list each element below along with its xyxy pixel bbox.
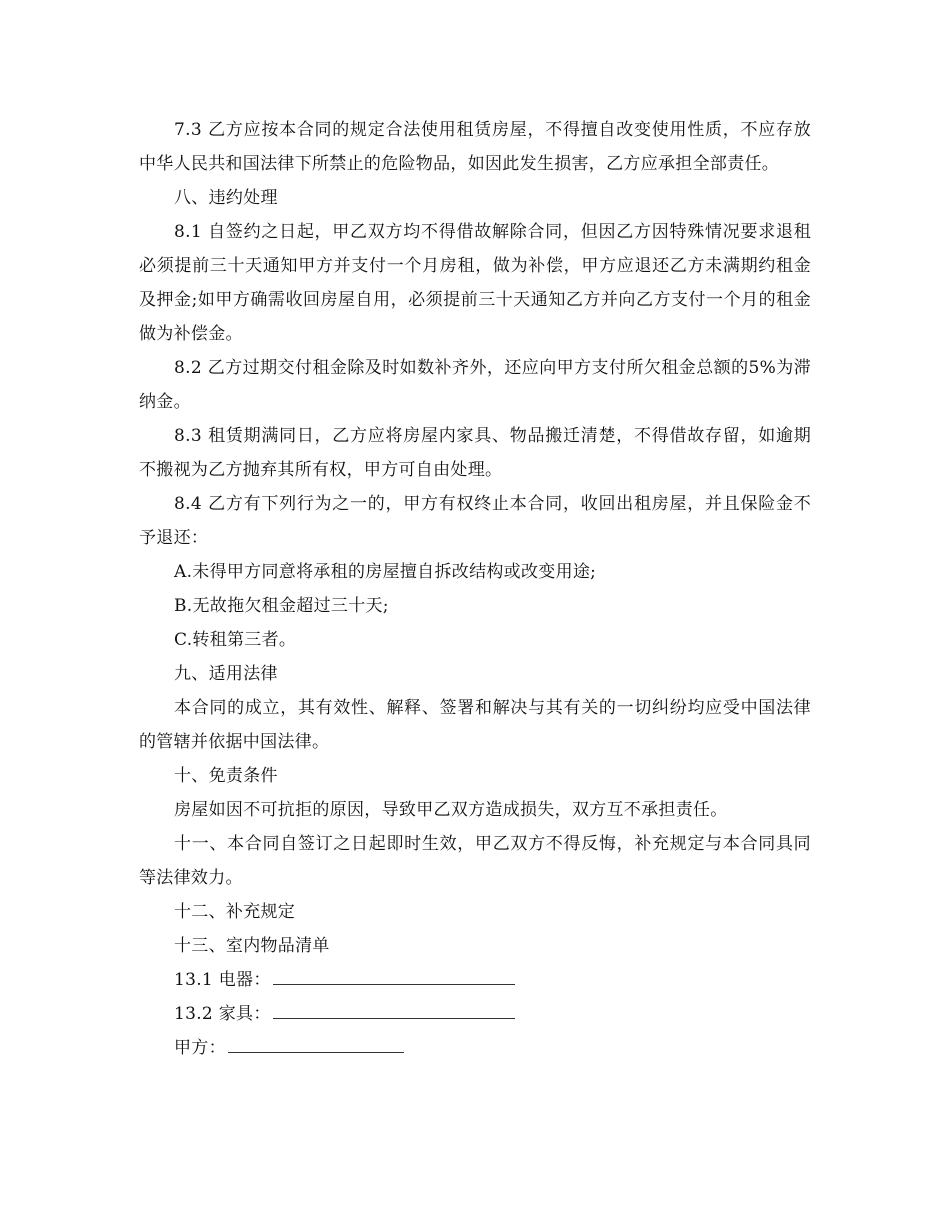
field-row-appliances	[139, 963, 811, 997]
clause-11: 十一、本合同自签订之日起即时生效，甲乙双方不得反悔，补充规定与本合同具同等法律效力。	[139, 834, 811, 888]
section-heading-8: 八、违约处理	[174, 188, 278, 208]
clause-8-1: 8.1 自签约之日起，甲乙双方均不得借故解除合同，但因乙方因特殊情况要求退租必须提前三十天通知甲方并支付一个月房租，做为补偿，甲方应退还乙方未满期约租金及押金;如甲方确需收回房屋自用，必须提前三十天通知乙方并向乙方支付一个月的租金做为补偿金。	[139, 222, 811, 344]
furniture-blank-line[interactable]	[273, 1000, 515, 1019]
clause-10: 房屋如因不可抗拒的原因，导致甲乙双方造成损失，双方互不承担责任。	[174, 800, 728, 820]
field-label-furniture: 13.2 家具：	[174, 1004, 271, 1024]
appliances-blank-line[interactable]	[273, 966, 515, 985]
clause-8-2: 8.2 乙方过期交付租金除及时如数补齐外，还应向甲方支付所欠租金总额的5%为滞纳金。	[139, 358, 811, 412]
field-label-appliances: 13.1 电器：	[174, 970, 271, 990]
field-label-party-a: 甲方：	[174, 1038, 226, 1058]
clause-8-4: 8.4 乙方有下列行为之一的，甲方有权终止本合同，收回出租房屋，并且保险金不予退还：	[139, 494, 811, 548]
section-heading-10: 十、免责条件	[174, 766, 278, 786]
clause-8-4-b: B.无故拖欠租金超过三十天;	[174, 596, 389, 616]
party-a-signature-line[interactable]	[228, 1034, 404, 1053]
clause-8-4-a: A.未得甲方同意将承租的房屋擅自拆改结构或改变用途;	[174, 562, 597, 582]
document-body	[139, 113, 811, 1065]
section-heading-12: 十二、补充规定	[174, 902, 296, 922]
clause-7-3: 7.3 乙方应按本合同的规定合法使用租赁房屋，不得擅自改变使用性质，不应存放中华人民共和国法律下所禁止的危险物品，如因此发生损害，乙方应承担全部责任。	[139, 120, 811, 174]
section-heading-9: 九、适用法律	[174, 664, 278, 684]
section-heading-13: 十三、室内物品清单	[174, 936, 330, 956]
field-row-furniture	[139, 997, 811, 1031]
field-row-party-a	[139, 1031, 811, 1065]
clause-8-3: 8.3 租赁期满同日，乙方应将房屋内家具、物品搬迁清楚，不得借故存留，如逾期不搬视为乙方抛弃其所有权，甲方可自由处理。	[139, 426, 811, 480]
clause-8-4-c: C.转租第三者。	[174, 630, 297, 650]
clause-9: 本合同的成立，其有效性、解释、签署和解决与其有关的一切纠纷均应受中国法律的管辖并依据中国法律。	[139, 698, 811, 752]
